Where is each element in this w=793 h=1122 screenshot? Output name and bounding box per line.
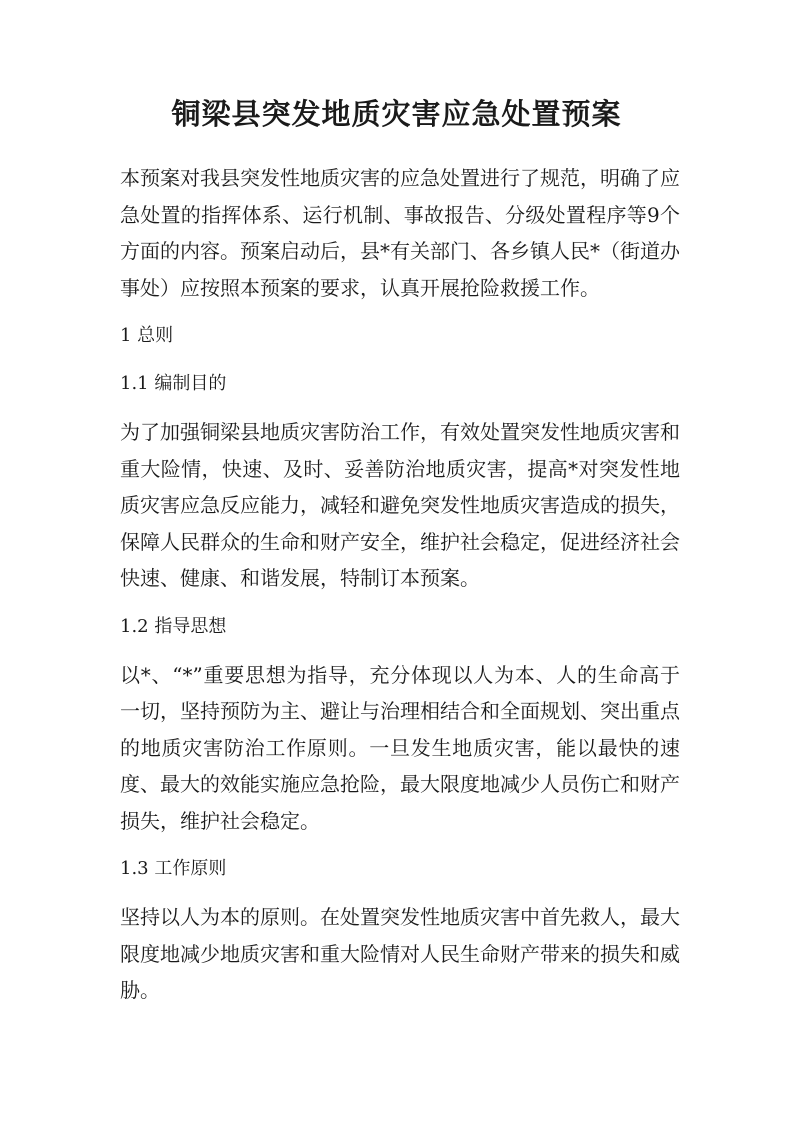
- subsection-heading-purpose: 1.1 编制目的: [120, 373, 227, 394]
- guiding-ideology-paragraph: 以*、“*”重要思想为指导，充分体现以人为本、人的生命高于一切，坚持预防为主、避让与治理相结合和全面规划、突出重点的地质灾害防治工作原则。一旦发生地质灾害，能以最快的速度、最大的效能实施应急抢险，最大限度地减少人员伤亡和财产损失，维护社会稳定。: [120, 662, 680, 833]
- document-title: 铜梁县突发地质灾害应急处置预案: [171, 97, 622, 131]
- subsection-heading-guiding-ideology: 1.2 指导思想: [120, 615, 227, 637]
- work-principles-paragraph: 坚持以人为本的原则。在处置突发性地质灾害中首先救人，最大限度地减少地质灾害和重大险情对人民生命财产带来的损失和威胁。: [120, 905, 680, 1002]
- document-body: [120, 160, 680, 1021]
- intro-paragraph: 本预案对我县突发性地质灾害的应急处置进行了规范，明确了应急处置的指挥体系、运行机制、事故报告、分级处置程序等9个方面的内容。预案启动后，县*有关部门、各乡镇人民*（街道办事处）应按照本预案的要求，认真开展抢险救援工作。: [120, 166, 680, 300]
- subsection-heading-work-principles: 1.3 工作原则: [120, 858, 227, 879]
- purpose-paragraph: 为了加强铜梁县地质灾害防治工作，有效处置突发性地质灾害和重大险情，快速、及时、妥善防治地质灾害，提高*对突发性地质灾害应急反应能力，减轻和避免突发性地质灾害造成的损失，保障人民群众的生命和财产安全，维护社会稳定，促进经济社会快速、健康、和谐发展，特制订本预案。: [120, 420, 680, 590]
- section-heading-general: 1 总则: [120, 325, 174, 346]
